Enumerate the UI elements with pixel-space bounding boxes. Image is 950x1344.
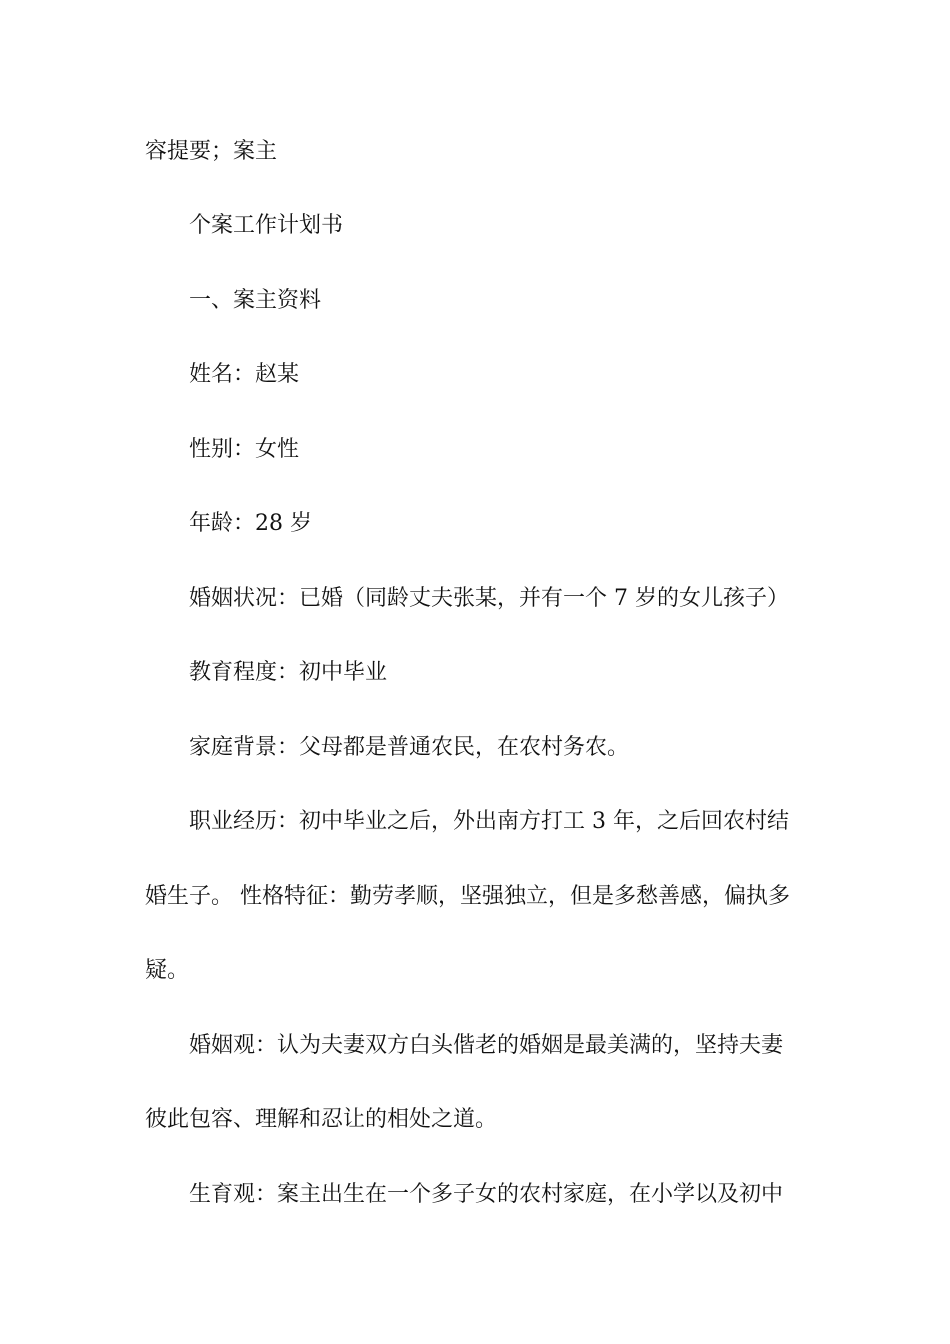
paragraph-line: 疑。 <box>145 958 190 983</box>
paragraph-line: 婚生子。 性格特征：勤劳孝顺，坚强独立，但是多愁善感，偏执多 <box>145 884 790 909</box>
section-heading: 一、案主资料 <box>189 288 322 313</box>
field-education: 教育程度：初中毕业 <box>189 660 388 685</box>
field-name: 姓名：赵某 <box>189 362 300 387</box>
field-career: 职业经历：初中毕业之后，外出南方打工 3 年，之后回农村结 <box>189 809 789 834</box>
text-line-summary: 容提要；案主 <box>145 139 278 164</box>
field-gender: 性别：女性 <box>189 437 300 462</box>
field-age: 年龄：28 岁 <box>189 511 312 536</box>
document-title: 个案工作计划书 <box>189 213 344 238</box>
field-marriage-view: 婚姻观：认为夫妻双方白头偕老的婚姻是最美满的，坚持夫妻 <box>189 1033 784 1058</box>
field-family-background: 家庭背景：父母都是普通农民，在农村务农。 <box>189 735 630 760</box>
field-marital-status: 婚姻状况：已婚（同龄丈夫张某，并有一个 7 岁的女儿孩子） <box>189 586 789 611</box>
paragraph-line: 彼此包容、理解和忍让的相处之道。 <box>145 1107 498 1132</box>
field-fertility-view: 生育观：案主出生在一个多子女的农村家庭，在小学以及初中 <box>189 1182 784 1207</box>
